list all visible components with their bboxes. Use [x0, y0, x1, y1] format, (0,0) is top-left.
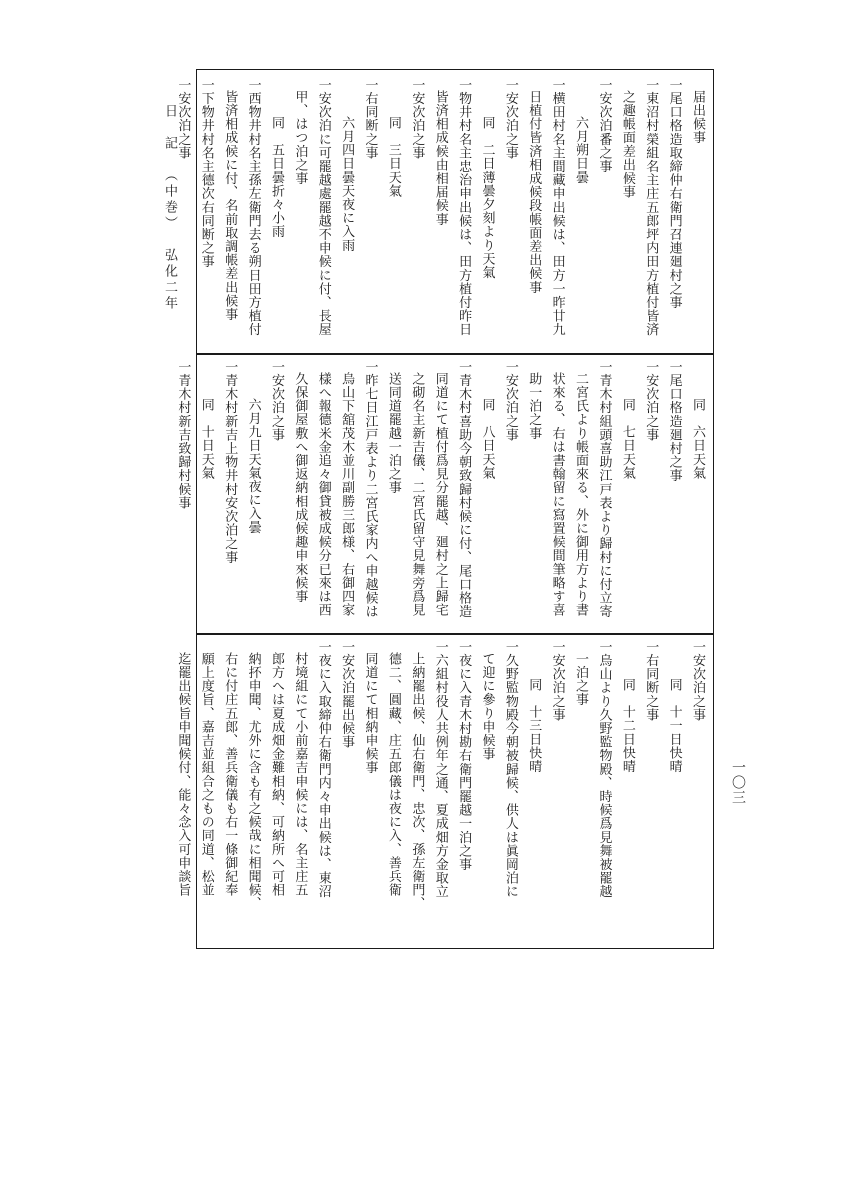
text-line: 同道にて植付爲見分罷越、廻村之上歸宅 [432, 372, 448, 617]
text-line: 久保御屋敷へ御返納相成候趣申來候事 [292, 372, 308, 604]
text-line: 皆済相成候由相届候事 [432, 90, 448, 226]
text-line: 一右同断之事 [643, 640, 659, 722]
text-line: 一安次泊之事 [549, 640, 565, 722]
text-line: 迄罷出候旨申聞候付、能々念入可申談旨 [175, 652, 191, 897]
text-line: 状來る、右は書翰留に寫置候間筆略す喜 [549, 372, 565, 617]
tier-divider [197, 633, 713, 635]
text-line: 一尾口格造取締仲右衛門召連廻村之事 [666, 78, 682, 310]
text-line: 一六組村役人共例年之通、夏成畑方金取立 [432, 640, 448, 899]
text-line: 一西物井村名主孫左衛門去る朔日田方植付 [245, 78, 261, 337]
text-line: 一安次泊番之事 [596, 78, 612, 174]
text-line: 送同道罷越一泊之事 [385, 372, 401, 495]
text-line: 村境組にて小前嘉吉申候には、名主庄五 [292, 652, 308, 897]
text-line: 一物井村名主忠治申出候は、田方植付昨日 [456, 78, 472, 337]
text-line: 一夜に入取締仲右衛門内々申出候は、東沼 [315, 640, 331, 899]
date-heading: 同 八日天氣 [479, 398, 495, 480]
text-line: 一青木村組頭喜助江戸表より歸村に付立寄 [596, 360, 612, 619]
text-line: 一下物井村名主德次右同断之事 [198, 78, 214, 269]
text-line: 上納罷出候、仙右衛門、忠次、孫左衛門、 [409, 652, 425, 911]
tier-divider [197, 353, 713, 355]
text-line: 右に付庄五郎、善兵衛儀も右一條御紀奉 [222, 652, 238, 897]
text-line: 甲、はつ泊之事 [292, 90, 308, 186]
text-frame [175, 69, 714, 949]
text-line: 一尾口格造廻村之事 [666, 360, 682, 483]
lower-tier [175, 640, 713, 946]
text-line: 一泊之事 [573, 652, 589, 707]
date-heading: 同 六日天氣 [690, 398, 705, 480]
text-line: 同道にて相納申候事 [362, 652, 378, 775]
running-head-era: 弘化二年 [162, 248, 177, 312]
middle-tier [175, 360, 713, 630]
text-line: 一青木村新吉上物井村安次泊之事 [222, 360, 238, 564]
date-heading: 同 五日曇折々小雨 [268, 116, 284, 239]
text-line: て迎に參り申候事 [479, 652, 495, 761]
text-line: 一横田村名主間藏申出候は、田方一昨廿九 [549, 78, 565, 337]
page-number: 一〇三 [730, 760, 746, 805]
text-line: 一安次泊に可罷越處罷越不申候に付、長屋 [315, 78, 331, 337]
text-line: 届出候事 [690, 90, 705, 145]
date-heading: 同 二日薄曇夕刻より天氣 [479, 116, 495, 280]
text-line: 一安次泊之事 [409, 78, 425, 160]
date-heading: 六月朔日曇 [573, 116, 589, 184]
text-line: 日植付皆済相成候段帳面差出候事 [526, 90, 542, 294]
text-line: 樣へ報德米金追々御貸被成候分已來は西 [315, 372, 331, 617]
text-line: 皆済相成候に付、名前取調帳差出候事 [222, 90, 238, 322]
date-heading: 同 十一日快晴 [666, 678, 682, 774]
text-line: 之砌名主新吉儀、二宮氏留守見舞旁爲見 [409, 372, 425, 617]
text-line: 一右同断之事 [362, 78, 378, 160]
text-line: 一安次泊之事 [502, 78, 518, 160]
text-line: 一烏山より久野監物殿、時候爲見舞被罷越 [596, 640, 612, 899]
text-line: 二宮氏より帳面來る、外に御用方より書 [573, 372, 589, 617]
text-line: 一安次泊之事 [268, 360, 284, 442]
text-line: 一昨七日江戸表より二宮氏家内へ申越候は [362, 360, 378, 619]
text-line: 一青木村新吉致歸村候事 [175, 360, 191, 510]
text-line: 一安次泊之事 [643, 360, 659, 442]
text-line: 願上度旨、嘉吉並組合之もの同道、松並 [198, 652, 214, 897]
upper-tier [175, 78, 713, 350]
date-heading: 六月四日曇天夜に入雨 [339, 116, 355, 252]
text-line: 納抔申聞、尤外に含も有之候哉に相聞候、 [245, 652, 261, 911]
text-line: 郎方へは夏成畑金難相納、可納所へ可相 [268, 652, 284, 897]
date-heading: 六月九日天氣夜に入曇 [245, 398, 261, 534]
text-line: 助一泊之事 [526, 372, 542, 440]
text-line: 德二、圓藏、庄五郎儀は夜に入、善兵衛 [385, 652, 401, 897]
text-line: 一久野監物殿今朝被歸候、供人は眞岡泊に [502, 640, 518, 899]
date-heading: 同 七日天氣 [619, 398, 635, 480]
running-head-title: 日 記 [162, 104, 177, 152]
text-line: 一東沼村榮組名主庄五郎坪内田方植付皆済 [643, 78, 659, 337]
text-line: 一安次泊之事 [175, 78, 191, 160]
text-line: 一青木村喜助今朝致歸村候に付、尾口格造 [456, 360, 472, 619]
text-line: 烏山下舘茂木並川副勝三郎様、右御四家 [339, 372, 355, 617]
text-line: 一夜に入青木村勘右衛門罷越一泊之事 [456, 640, 472, 872]
text-line: 一安次泊之事 [502, 360, 518, 442]
date-heading: 同 十三日快晴 [526, 678, 542, 774]
date-heading: 同 十日天氣 [198, 398, 214, 480]
text-line: 之趣帳面差出候事 [619, 90, 635, 199]
text-line: 一安次泊罷出候事 [339, 640, 355, 749]
date-heading: 同 十二日快晴 [619, 678, 635, 774]
date-heading: 同 三日天氣 [385, 116, 401, 198]
text-line: 一安次泊之事 [690, 640, 705, 722]
running-head-volume: （中巻） [162, 168, 177, 232]
